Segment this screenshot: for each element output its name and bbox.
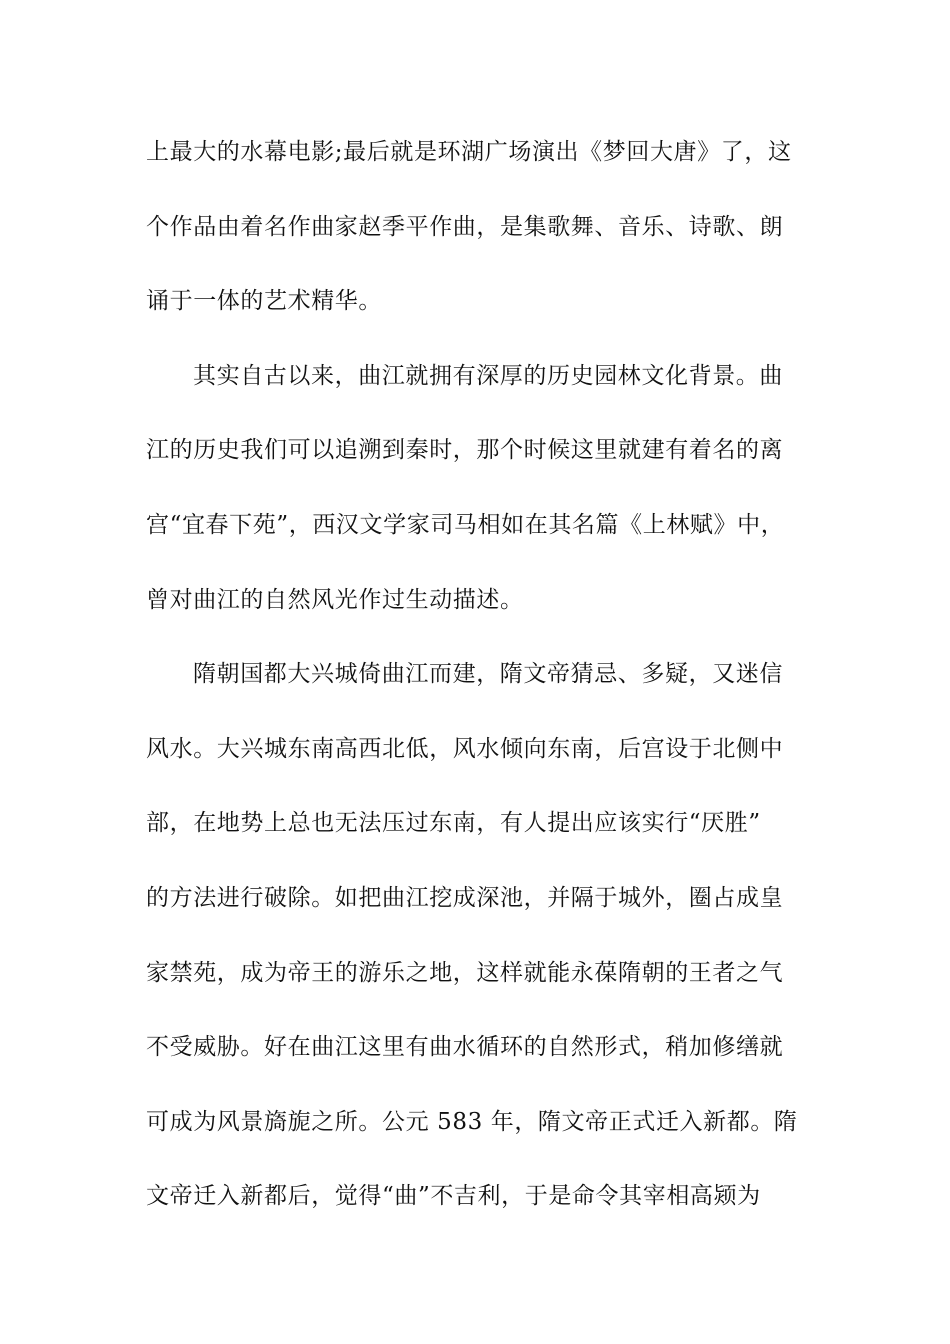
document-body bbox=[146, 128, 826, 1247]
text-line: 家禁苑，成为帝王的游乐之地，这样就能永葆隋朝的王者之气 bbox=[146, 959, 784, 986]
text-line: 个作品由着名作曲家赵季平作曲，是集歌舞、音乐、诗歌、朗 bbox=[146, 213, 784, 240]
text-line: 的方法进行破除。如把曲江挖成深池，并隔于城外，圈占成皇 bbox=[146, 884, 784, 911]
text-line: 隋朝国都大兴城倚曲江而建，隋文帝猜忌、多疑，又迷信 bbox=[193, 661, 783, 688]
text-line: 江的历史我们可以追溯到秦时，那个时候这里就建有着名的离 bbox=[146, 437, 784, 464]
text-line: 风水。大兴城东南高西北低，风水倾向东南，后宫设于北侧中 bbox=[146, 735, 784, 762]
text-line: 上最大的水幕电影;最后就是环湖广场演出《梦回大唐》了，这 bbox=[146, 139, 792, 165]
text-line: 文帝迁入新都后，觉得“曲”不吉利，于是命令其宰相高颎为 bbox=[146, 1183, 761, 1210]
text-line: 部，在地势上总也无法压过东南，有人提出应该实行“厌胜” bbox=[146, 810, 761, 837]
text-line: 曾对曲江的自然风光作过生动描述。 bbox=[146, 586, 524, 613]
text-line: 不受威胁。好在曲江这里有曲水循环的自然形式，稍加修缮就 bbox=[146, 1034, 784, 1061]
text-line: 宫“宜春下苑”，西汉文学家司马相如在其名篇《上林赋》中， bbox=[146, 511, 785, 538]
text-line: 可成为风景旖旎之所。公元 583 年，隋文帝正式迁入新都。隋 bbox=[146, 1108, 798, 1135]
text-line: 诵于一体的艺术精华。 bbox=[146, 288, 382, 315]
text-line: 其实自古以来，曲江就拥有深厚的历史园林文化背景。曲 bbox=[193, 362, 783, 389]
